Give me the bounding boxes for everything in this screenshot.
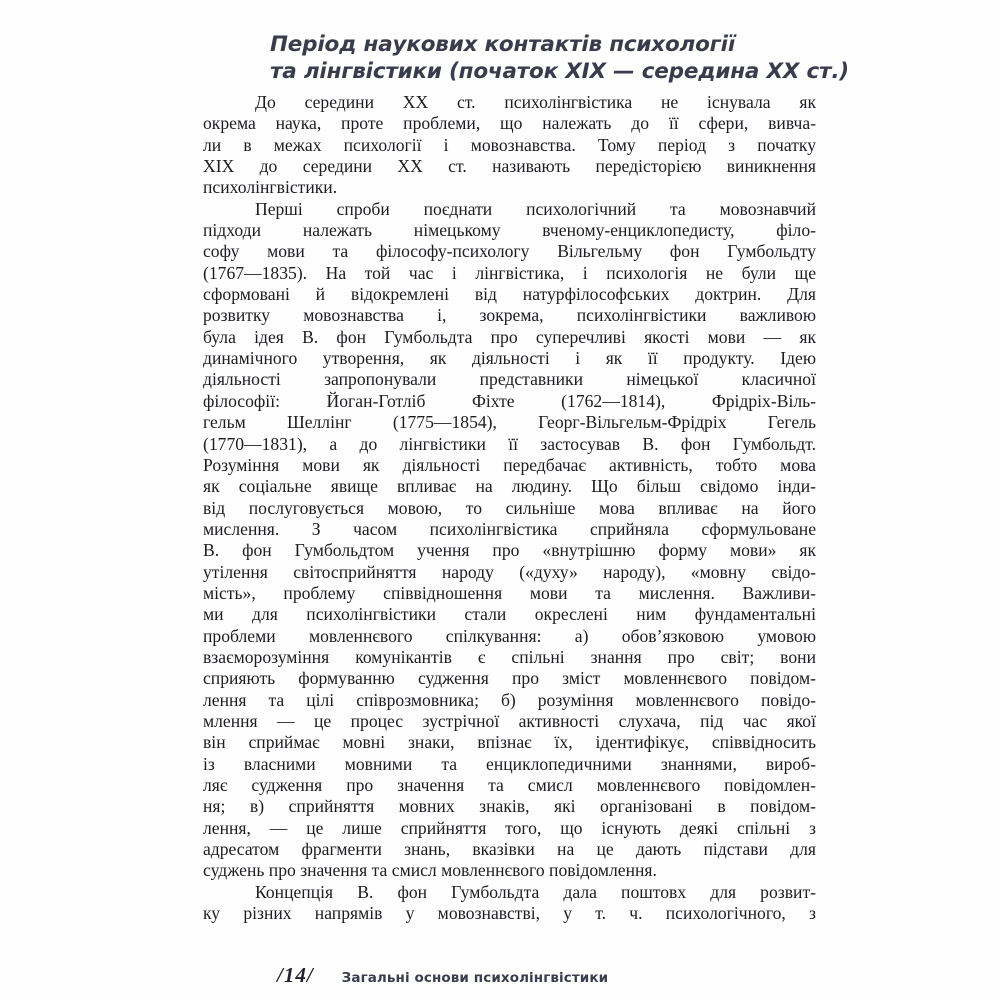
text-line: динамічного утворення, як діяльності і як її продукту. Ідею — [203, 348, 816, 369]
text-line: ляє судження про значення та смисл мовленнєвого повідомлен- — [203, 775, 816, 795]
text-line: софу мови та філософу-психологу Вільгельму фон Гумбольдту — [203, 241, 816, 262]
text-line: XIX до середини XX ст. називають передісторією виникнення — [203, 156, 816, 177]
text-line: ня; в) сприйняття мовних знаків, які організовані в повідом- — [203, 796, 816, 817]
text-line: гельм Шеллінг (1775—1854), Георг-Вільгельм-Фрідріх Гегель — [203, 412, 816, 433]
text-line: підходи належать німецькому вченому-енциклопедисту, філо- — [203, 220, 816, 241]
text-line: суджень про значення та смисл мовленнєвого повідомлення. — [203, 860, 657, 881]
footer-section-title: Загальні основи психолінгвістики — [341, 970, 609, 986]
text-line: млення — це процес зустрічної активності слухача, під час якої — [203, 710, 816, 731]
text-line: мість», проблему співвідношення мови та мислення. Важливи- — [203, 582, 816, 603]
paragraph — [203, 92, 816, 199]
paragraph — [203, 199, 816, 882]
text-line: ми для психолінгвістики стали окреслені ним фундаментальні — [203, 604, 816, 625]
text-line: (1767—1835). На той час і лінгвістика, і психологія не були ще — [203, 262, 816, 283]
text-line: із власними мовними та енциклопедичними знаннями, вироб- — [203, 753, 816, 774]
text-line: В. фон Гумбольдтом учення про «внутрішню форму мови» як — [203, 540, 816, 561]
text-line: сприяють формуванню судження про зміст мовленнєвого повідом- — [203, 668, 816, 689]
text-line: Концепція В. фон Гумбольдта дала поштовх для розвит- — [255, 881, 816, 902]
text-line: була ідея В. фон Гумбольдта про суперечливі якості мови — як — [203, 326, 816, 347]
text-line: він сприймає мовні знаки, впізнає їх, ідентифікує, співвідносить — [203, 732, 816, 753]
page-number: /14/ — [277, 963, 314, 987]
text-line: Розуміння мови як діяльності передбачає активність, тобто мова — [203, 454, 816, 475]
text-line: ку різних напрямів у мовознавстві, у т. ч. психологічного, з — [203, 903, 816, 924]
text-line: лення та цілі співрозмовника; б) розуміння мовленнєвого повідо- — [203, 689, 816, 710]
page-footer — [277, 963, 608, 988]
text-line: сформовані й відокремлені від натурфілософських доктрин. Для — [203, 284, 816, 305]
chapter-heading — [270, 31, 870, 85]
text-line: мислення. З часом психолінгвістика сприйняла сформульоване — [203, 518, 816, 539]
text-line: ли в межах психології і мовознавства. Тому період з початку — [203, 134, 816, 155]
text-line: від послуговується мовою, то сильніше мова впливає на його — [203, 497, 816, 518]
text-line: психолінгвістики. — [203, 177, 338, 198]
text-line: діяльності запропонували представники німецької класичної — [203, 369, 816, 390]
text-line: Перші спроби поєднати психологічний та мовознавчий — [255, 198, 816, 219]
text-line: взаєморозуміння комунікантів є спільні знання про світ; вони — [203, 646, 816, 667]
heading-line: та лінгвістики (початок XIX — середина XX ст.) — [270, 59, 849, 84]
text-line: лення, — це лише сприйняття того, що існують деякі спільні з — [203, 817, 816, 838]
paragraph — [203, 882, 816, 925]
text-line: До середини XX ст. психолінгвістика не існувала як — [255, 92, 816, 112]
text-line: (1770—1831), а до лінгвістики її застосував В. фон Гумбольдт. — [203, 433, 816, 454]
text-line: утілення світосприйняття народу («духу» народу), «мовну свідо- — [203, 561, 816, 582]
text-line: як соціальне явище впливає на людину. Що більш свідомо інди- — [203, 476, 816, 497]
text-line: адресатом фрагменти знань, вказівки на це дають підстави для — [203, 839, 816, 860]
body-text — [203, 92, 816, 924]
text-line: проблеми мовленнєвого спілкування: а) обов’язковою умовою — [203, 625, 816, 646]
heading-line: Період наукових контактів психології — [270, 32, 736, 57]
text-line: окрема наука, проте проблеми, що належать до її сфери, вивча- — [203, 113, 816, 134]
text-line: філософії: Йоган-Готліб Фіхте (1762—1814), Фрідріх-Віль- — [203, 390, 816, 411]
text-line: розвитку мовознавства і, зокрема, психолінгвістики важливою — [203, 305, 816, 326]
